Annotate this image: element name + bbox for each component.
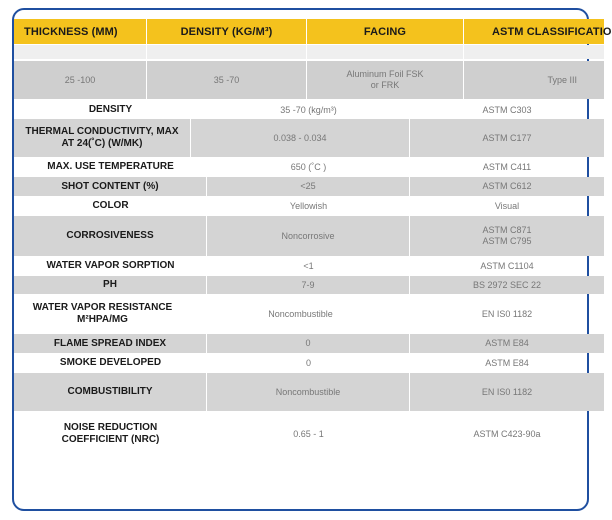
property-value: 650 (˚C ) [290,161,327,172]
property-row-shot-content [14,177,604,196]
property-standard: BS 2972 SEC 22 [472,279,542,290]
property-label: SMOKE DEVELOPED [59,357,162,368]
property-row-smoke-developed [14,353,604,373]
property-value: Yellowish [289,200,328,211]
property-label: FLAME SPREAD INDEX [14,334,207,353]
property-value: <1 [303,260,314,271]
property-standard: ASTM C871 ASTM C795 [482,225,532,246]
table-header [14,19,612,44]
property-standard: ASTM C1104 [480,260,534,271]
cell-thickness: 25 -100 [14,61,147,99]
property-label: THERMAL CONDUCTIVITY, MAX AT 24(˚C) (W/MK) [14,119,191,157]
cell-classification: Type III [547,74,577,85]
property-value: Noncombustible [207,373,410,411]
property-value: Noncombustible [268,308,333,319]
header-thickness: THICKNESS (MM) [14,19,147,44]
property-label: DENSITY [88,104,133,115]
header-spacer-row [14,45,604,59]
property-row-water-vapor-sorption [14,256,604,276]
property-label: SHOT CONTENT (%) [14,177,207,196]
property-row-max-use-temperature [14,157,604,177]
cell-facing: Aluminum Foil FSK or FRK [307,61,464,99]
property-row-noise-reduction [14,415,604,453]
property-value: 0.65 - 1 [293,428,324,439]
property-label: NOISE REDUCTION COEFFICIENT (NRC) [61,422,160,445]
property-label: MAX. USE TEMPERATURE [47,161,174,172]
property-label: PH [14,276,207,294]
property-value: 35 -70 (kg/m³) [280,104,337,115]
property-label: COMBUSTIBILITY [14,373,207,411]
property-value: 7-9 [207,276,410,294]
header-facing: FACING [307,19,464,44]
table-row [14,61,604,99]
property-value: 0.038 - 0.034 [191,119,410,157]
header-astm-classification: ASTM CLASSIFICATIO [492,25,612,38]
property-value: 0 [305,357,311,368]
spec-card [12,8,612,511]
property-row-color [14,196,604,216]
property-row-flame-spread-index [14,334,604,353]
property-value: <25 [207,177,410,196]
property-standard: Visual [494,200,520,211]
property-standard: EN IS0 1182 [481,386,533,397]
property-row-ph [14,276,604,294]
property-standard: ASTM C303 [482,104,532,115]
property-label: WATER VAPOR RESISTANCE M²HPA/MG [32,302,173,325]
cell-density: 35 -70 [147,61,307,99]
property-standard: ASTM C612 [482,181,532,191]
property-standard: ASTM C411 [482,161,532,172]
property-standard: EN IS0 1182 [481,308,533,319]
property-label: WATER VAPOR SORPTION [46,260,175,271]
header-density: DENSITY (KG/M³) [147,19,307,44]
property-label: COLOR [92,200,129,211]
property-standard: ASTM E84 [485,357,529,368]
property-standard: ASTM E84 [485,338,529,348]
property-standard: ASTM C177 [482,132,532,143]
property-row-water-vapor-resistance [14,294,604,334]
property-row-corrosiveness [14,216,604,256]
property-value: 0 [207,334,410,353]
property-standard: ASTM C423-90a [473,428,541,439]
property-value: Noncorrosive [207,216,410,256]
property-label: CORROSIVENESS [14,216,207,256]
property-row-combustibility [14,373,604,411]
property-row-density [14,101,604,119]
property-row-thermal-conductivity [14,119,604,157]
